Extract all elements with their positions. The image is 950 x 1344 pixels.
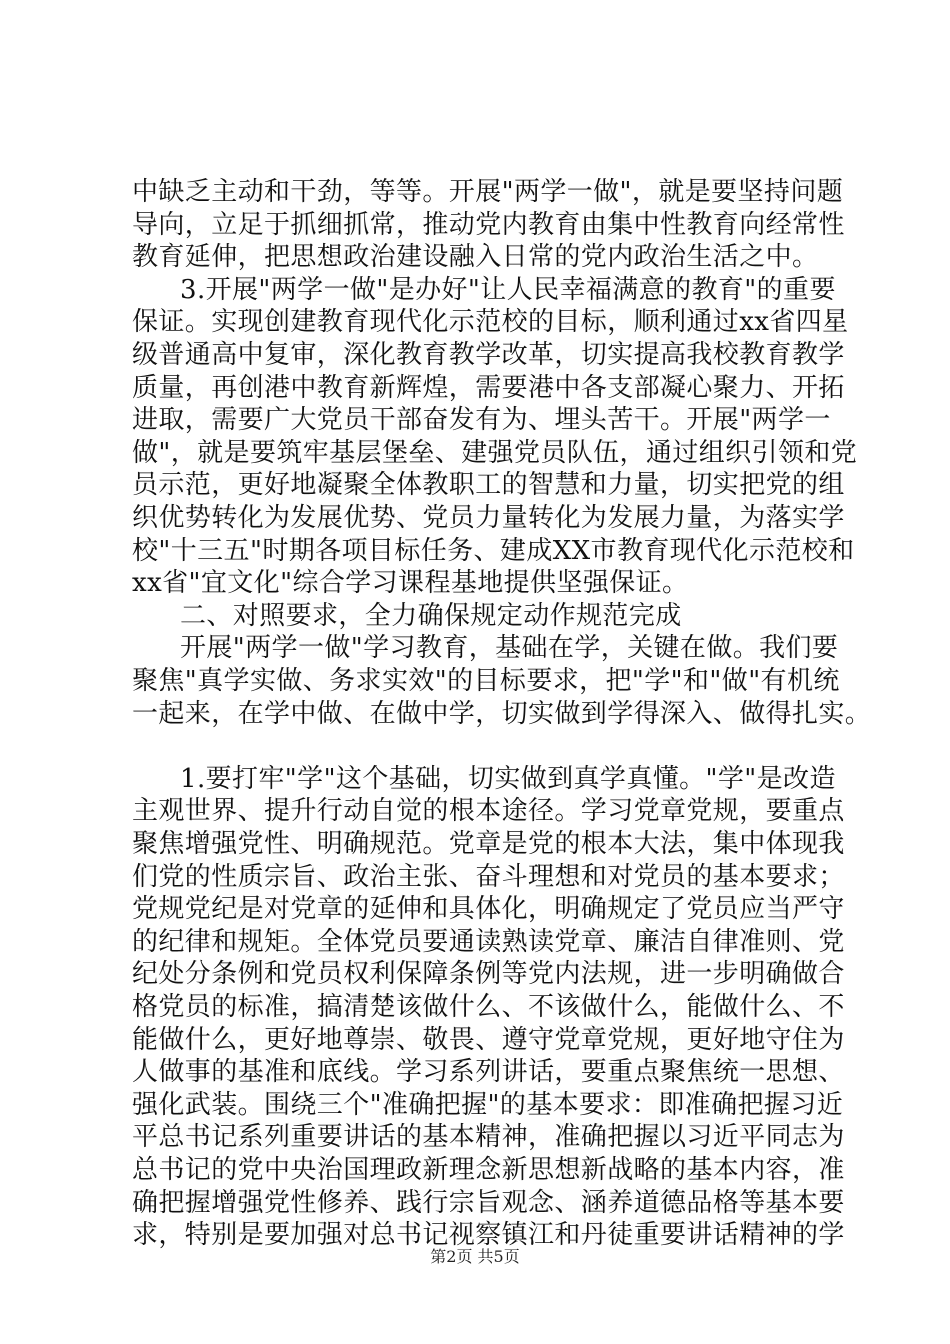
- text-line: 开展"两学一做"学习教育，基础在学，关键在做。我们要: [180, 633, 839, 664]
- text-line: 党规党纪是对党章的延伸和具体化，明确规定了党员应当严守: [132, 894, 845, 925]
- text-line: 强化武装。围绕三个"准确把握"的基本要求：即准确把握习近: [132, 1089, 844, 1120]
- text-line: 的纪律和规矩。全体党员要通读熟读党章、廉洁自律准则、党: [132, 926, 845, 957]
- text-line: 能做什么，更好地尊崇、敬畏、遵守党章党规，更好地守住为: [132, 1024, 845, 1055]
- text-line: 教育延伸，把思想政治建设融入日常的党内政治生活之中。: [132, 242, 819, 273]
- text-line: 中缺乏主动和干劲，等等。开展"两学一做"，就是要坚持问题: [132, 177, 844, 207]
- text-line: 聚焦增强党性、明确规范。党章是党的根本大法，集中体现我: [132, 829, 845, 859]
- page-footer: 第2页 共5页: [430, 1247, 520, 1266]
- text-line: 进取，需要广大党员干部奋发有为、埋头苦干。开展"两学一: [132, 405, 831, 436]
- text-line: 主观世界、提升行动自觉的根本途径。学习党章党规，要重点: [132, 796, 845, 827]
- text-line: 总书记的党中央治国理政新理念新思想新战略的基本内容，准: [132, 1155, 845, 1185]
- text-line: 做"，就是要筑牢基层堡垒、建强党员队伍，通过组织引领和党: [132, 437, 858, 468]
- text-line: 质量，再创港中教育新辉煌，需要港中各支部凝心聚力、开拓: [132, 372, 845, 403]
- text-line: 确把握增强党性修养、践行宗旨观念、涵养道德品格等基本要: [132, 1187, 845, 1218]
- text-line: 导向，立足于抓细抓常，推动党内教育由集中性教育向经常性: [132, 209, 845, 240]
- text-line: 员示范，更好地凝聚全体教职工的智慧和力量，切实把党的组: [132, 470, 845, 501]
- text-line: 保证。实现创建教育现代化示范校的目标，顺利通过xx省四星: [132, 307, 849, 338]
- text-line: 人做事的基准和底线。学习系列讲话，要重点聚焦统一思想、: [132, 1057, 845, 1088]
- text-line: 1.要打牢"学"这个基础，切实做到真学真懂。"学"是改造: [180, 763, 836, 794]
- text-line: 格党员的标准，搞清楚该做什么、不该做什么，能做什么、不: [132, 992, 845, 1022]
- text-line: 们党的性质宗旨、政治主张、奋斗理想和对党员的基本要求；: [132, 861, 845, 892]
- text-line: 聚焦"真学实做、务求实效"的目标要求，把"学"和"做"有机统: [132, 666, 840, 696]
- section-heading: 二、对照要求，全力确保规定动作规范完成: [180, 600, 682, 631]
- text-line: xx省"宜文化"综合学习课程基地提供坚强保证。: [132, 568, 689, 599]
- text-line: 级普通高中复审，深化教育教学改革，切实提高我校教育教学: [132, 340, 845, 370]
- text-line: 3.开展"两学一做"是办好"让人民幸福满意的教育"的重要: [180, 274, 836, 305]
- text-line: 织优势转化为发展优势、党员力量转化为发展力量，为落实学: [132, 503, 845, 533]
- text-line: 求，特别是要加强对总书记视察镇江和丹徒重要讲话精神的学: [132, 1220, 845, 1251]
- text-line: 平总书记系列重要讲话的基本精神，准确把握以习近平同志为: [132, 1122, 845, 1153]
- text-line: 一起来，在学中做、在做中学，切实做到学得深入、做得扎实。: [132, 698, 872, 729]
- text-line: 纪处分条例和党员权利保障条例等党内法规，进一步明确做合: [132, 959, 845, 990]
- text-line: 校"十三五"时期各项目标任务、建成XX市教育现代化示范校和: [132, 535, 855, 566]
